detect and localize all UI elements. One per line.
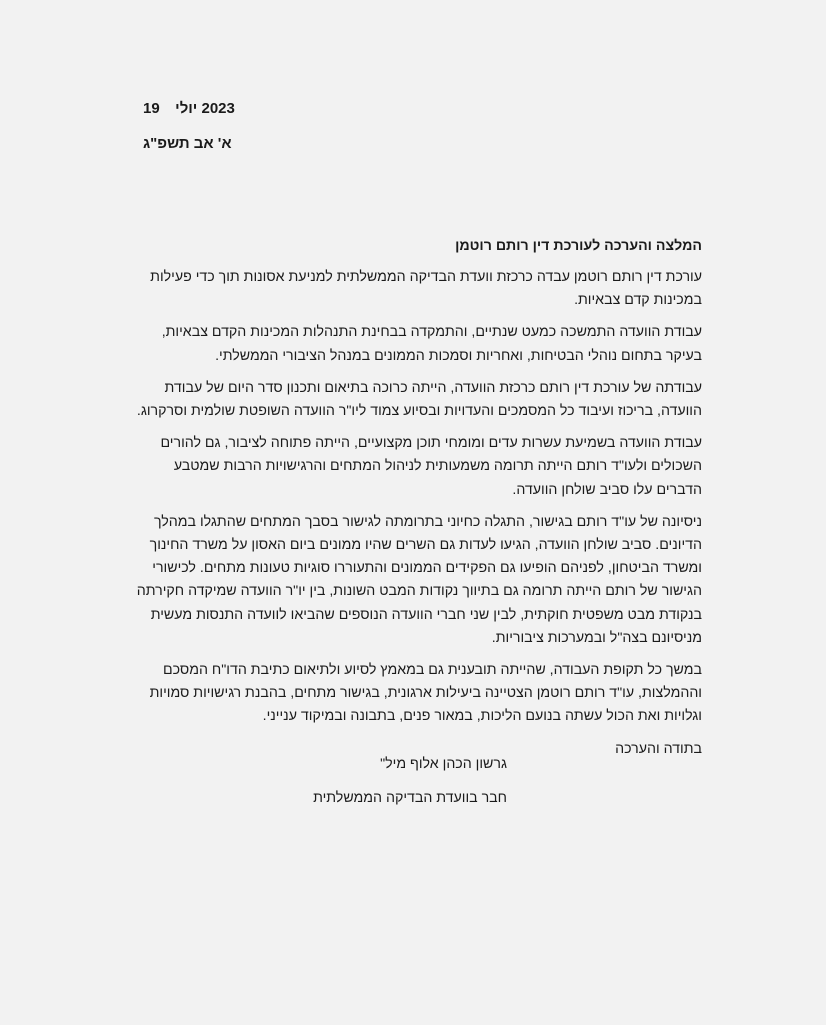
signer-name: גרשון הכהן אלוף מיל" [380, 756, 507, 772]
letter-title: המלצה והערכה לעורכת דין רותם רוטמן [455, 238, 702, 254]
closing-line: בתודה והערכה [615, 740, 702, 757]
paragraph-4: עבודת הוועדה בשמיעת עשרות עדים ומומחי תוכן מקצועיים, הייתה פתוחה לציבור, גם להורים השכולים ולעו"ד רותם הייתה תרומה משמעותית לניהול המתחים והרגישויות הרבות שמטבע הדברים עלו סביב שולחן הוועדה. [160, 435, 702, 498]
signature-block [313, 752, 507, 820]
paragraph-3: עבודתה של עורכת דין רותם כרכזת הוועדה, הייתה כרוכה בתיאום ותכנון סדר היום של עבודת הוועדה, בריכוז ועיבוד כל המסמכים והעדויות ובסיוע צמוד ליו"ר הוועדה השופטת שולמית וסרקרוג. [136, 379, 702, 420]
paragraph-1: עורכת דין רותם רוטמן עבדה כרכזת וועדת הבדיקה הממשלתית למניעת אסונות תוך כדי פעילות במכינות קדם צבאיות. [150, 269, 702, 309]
signer-role: חבר בוועדת הבדיקה הממשלתית [313, 790, 507, 806]
letter-body [130, 236, 702, 770]
date-block [143, 99, 343, 169]
date-month: יולי [175, 100, 198, 117]
date-day: 19 [143, 100, 160, 117]
hebrew-date: א' אב תשפ"ג [143, 135, 232, 152]
gregorian-date [143, 99, 343, 119]
paragraph-6: במשך כל תקופת העבודה, שהייתה תובענית גם במאמץ לסיוע ולתיאום כתיבת הדו"ח המסכם וההמלצות, עו"ד רותם רוטמן הצטיינה ביעילות ארגונית, בגישור מתחים, בהבנת רגישויות סמויות וגלויות ואת הכול עשתה בנועם הליכות, במאור פנים, בתבונה ובמיקוד ענייני. [149, 662, 702, 725]
paragraph-5: ניסיונה של עו"ד רותם בגישור, התגלה כחיוני בתרומתה לגישור בסבך המתחים שהתגלו במהלך הדיונים. סביב שולחן הוועדה, הגיעו לעדות גם השרים שהיו ממונים ביום האסון על משרד החינוך ומשרד הביטחון, לפניהם הופיעו גם הפקידים הממונים והתעוררו סוגיות טעונות מתחים. לכישורי הגישור של רותם הייתה תרומה גם בתיווך נקודות המבט השונות, בין יו"ר הוועדה שמיקדה חקירתה בנקודת מבט משפטית חוקתית, לבין שני חברי הוועדה הנוספים שהביאו לוועדה התנסות מעשית מניסיונם בצה"ל ובמערכות ציבוריות. [136, 513, 702, 646]
paragraph-2: עבודת הוועדה התמשכה כמעט שנתיים, והתמקדה בבחינת התנהלות המכינות הקדם צבאיות, בעיקר בתחום נוהלי הבטיחות, ואחריות וסמכות הממונים במנהל הציבורי הממשלתי. [161, 324, 702, 364]
date-year: 2023 [201, 100, 235, 117]
